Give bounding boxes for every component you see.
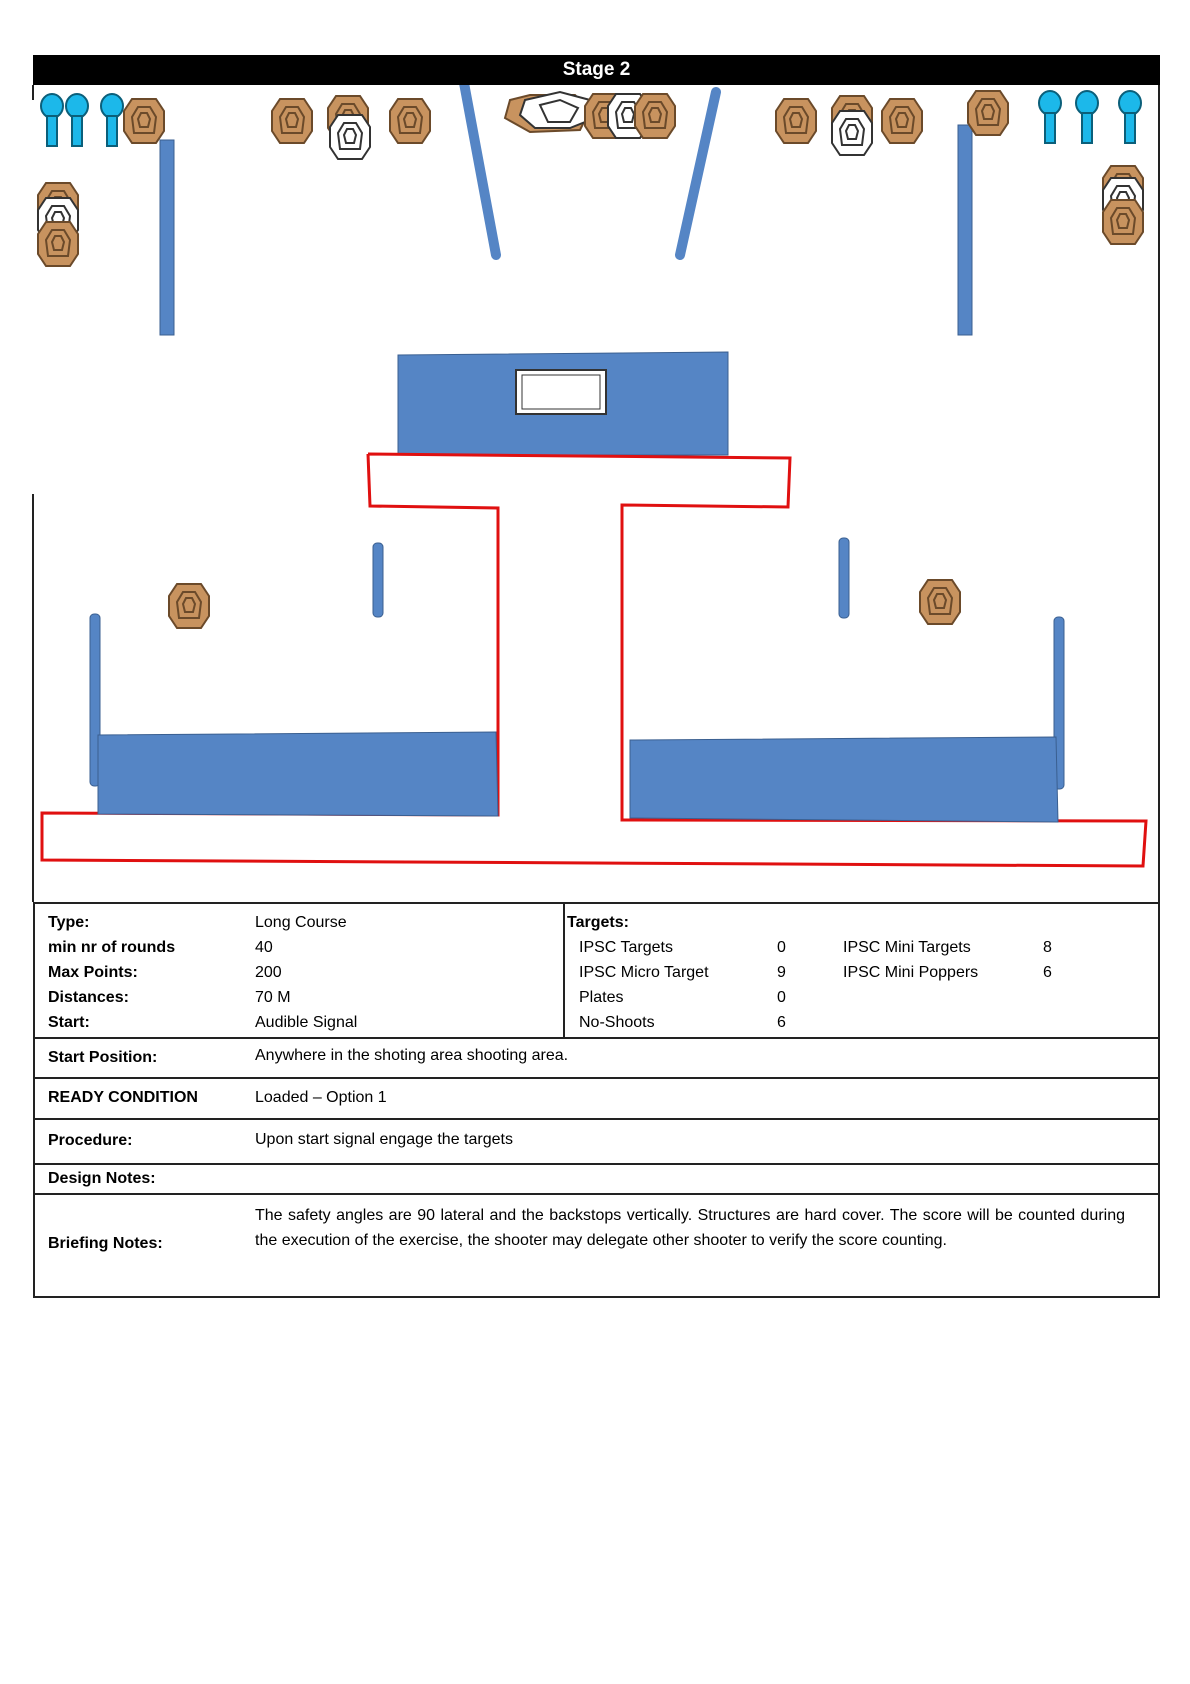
start-position-value: Anywhere in the shoting area shooting area. bbox=[255, 1047, 569, 1064]
targets-heading: Targets: bbox=[567, 914, 629, 931]
target-count: 6 bbox=[1043, 964, 1052, 981]
ipsc-mini-target-icon bbox=[124, 99, 164, 143]
type-value: Long Course bbox=[255, 914, 347, 931]
procedure-row bbox=[33, 1118, 1160, 1163]
target-count: 0 bbox=[777, 939, 786, 956]
ipsc-mini-target-icon bbox=[505, 92, 675, 138]
start-position-row bbox=[33, 1037, 1160, 1077]
briefing-notes-value: The safety angles are 90 lateral and the backstops vertically. Structures are hard cover. The score will be counted during the execution of the exercise, the shooter may delegate other shooter to verify the score counting. bbox=[255, 1207, 1125, 1249]
ready-condition-row bbox=[33, 1077, 1160, 1118]
distances-label: Distances: bbox=[48, 989, 129, 1006]
barrel-window-icon bbox=[516, 370, 606, 414]
wall-icon bbox=[464, 83, 496, 255]
info-divider bbox=[563, 904, 565, 1039]
type-label: Type: bbox=[48, 914, 90, 931]
ipsc-mini-target-icon bbox=[1103, 166, 1143, 244]
ipsc-mini-target-icon bbox=[882, 99, 922, 143]
ready-condition-label: READY CONDITION bbox=[48, 1089, 198, 1106]
no-shoot-icon bbox=[832, 111, 872, 155]
briefing-notes-row bbox=[33, 1193, 1160, 1298]
ready-condition-value: Loaded – Option 1 bbox=[255, 1089, 387, 1106]
ipsc-mini-target-icon bbox=[920, 580, 960, 624]
wall-icon bbox=[630, 737, 1058, 822]
target-name: No-Shoots bbox=[579, 1014, 655, 1031]
target-name: Plates bbox=[579, 989, 624, 1006]
wall-icon bbox=[373, 543, 383, 617]
stage-info-box bbox=[33, 902, 1160, 1039]
target-name: IPSC Targets bbox=[579, 939, 673, 956]
rounds-label: min nr of rounds bbox=[48, 939, 176, 956]
mini-popper-icon bbox=[1039, 91, 1141, 143]
ipsc-mini-target-icon bbox=[776, 99, 816, 143]
procedure-value: Upon start signal engage the targets bbox=[255, 1131, 513, 1148]
target-name: IPSC Micro Target bbox=[579, 964, 709, 981]
wall-icon bbox=[680, 92, 716, 255]
ipsc-mini-target-icon bbox=[968, 91, 1008, 135]
start-position-label: Start Position: bbox=[48, 1049, 158, 1066]
mini-popper-icon bbox=[41, 94, 123, 146]
points-label: Max Points: bbox=[48, 964, 138, 981]
target-name: IPSC Mini Targets bbox=[843, 939, 971, 956]
points-value: 200 bbox=[255, 964, 282, 981]
target-count: 8 bbox=[1043, 939, 1052, 956]
ipsc-mini-target-icon bbox=[38, 183, 78, 266]
design-notes-row bbox=[33, 1163, 1160, 1193]
ipsc-mini-target-icon bbox=[390, 99, 430, 143]
start-label: Start: bbox=[48, 1014, 90, 1031]
target-name: IPSC Mini Poppers bbox=[843, 964, 979, 981]
no-shoot-icon bbox=[330, 115, 370, 159]
ipsc-mini-target-icon bbox=[169, 584, 209, 628]
wall-icon bbox=[958, 125, 972, 335]
design-notes-label: Design Notes: bbox=[48, 1170, 156, 1187]
rounds-value: 40 bbox=[255, 939, 273, 956]
wall-icon bbox=[98, 732, 498, 816]
target-count: 6 bbox=[777, 1014, 786, 1031]
table-bottom-border bbox=[33, 1296, 1160, 1298]
briefing-notes-label: Briefing Notes: bbox=[48, 1235, 163, 1252]
wall-icon bbox=[160, 140, 174, 335]
target-count: 0 bbox=[777, 989, 786, 1006]
wall-icon bbox=[839, 538, 849, 618]
procedure-label: Procedure: bbox=[48, 1132, 133, 1149]
stage-title: Stage 2 bbox=[33, 55, 1160, 85]
target-count: 9 bbox=[777, 964, 786, 981]
distances-value: 70 M bbox=[255, 989, 291, 1006]
start-value: Audible Signal bbox=[255, 1014, 358, 1031]
ipsc-mini-target-icon bbox=[272, 99, 312, 143]
